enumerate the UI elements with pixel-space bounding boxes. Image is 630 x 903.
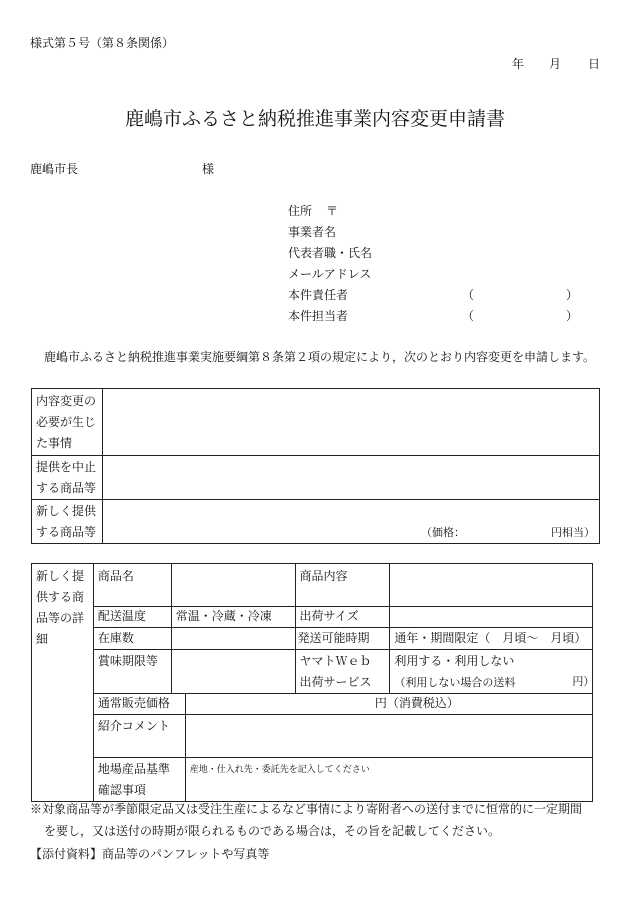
yamato-note-suffix: 円） <box>572 675 595 688</box>
reason-input-cell[interactable] <box>103 389 600 456</box>
business-name-label: 事業者名 <box>288 225 337 239</box>
expiry-input-cell[interactable] <box>171 650 295 694</box>
responsible-paren-close: ） <box>566 288 579 302</box>
yamato-label-cell: ヤマトＷｅｂ 出荷サービス <box>295 650 390 694</box>
form-number: 様式第５号（第８条関係） <box>30 36 175 50</box>
shipping-size-label-cell: 出荷サイズ <box>295 607 390 628</box>
date-month-label: 月 <box>549 57 562 71</box>
reason-label-cell: 内容変更の 必要が生じ た事情 <box>32 389 103 456</box>
detail-table <box>31 563 593 802</box>
date-day-label: 日 <box>588 57 601 71</box>
attachment-note: 【添付資料】商品等のパンフレットや写真等 <box>30 847 270 861</box>
product-name-input-cell[interactable] <box>171 564 295 607</box>
stock-label-cell: 在庫数 <box>93 628 171 650</box>
contact-paren-open: （ <box>462 309 475 323</box>
representative-label: 代表者職・氏名 <box>288 246 373 260</box>
product-name-label-cell: 商品名 <box>93 564 171 607</box>
new-item-label-cell: 新しく提供 する商品等 <box>32 500 103 544</box>
shipping-size-input-cell[interactable] <box>390 607 593 628</box>
detail-section-label-cell: 新しく提 供する商 品等の詳 細 <box>32 564 94 802</box>
address-label: 住所 <box>288 204 313 218</box>
intro-text: 鹿嶋市ふるさと納税推進事業実施要綱第８条第２項の規定により，次のとおり内容変更を申請します。 <box>44 350 596 364</box>
addressee-name: 鹿嶋市長 <box>30 162 79 176</box>
product-content-input-cell[interactable] <box>390 564 593 607</box>
footnote-line-2: を要し，又は送付の時期が限られるものである場合は，その旨を記載してください。 <box>44 824 501 838</box>
date-year-label: 年 <box>512 57 525 71</box>
discontinue-label-cell: 提供を中止 する商品等 <box>32 456 103 500</box>
addressee-honorific: 様 <box>202 162 215 176</box>
regular-price-value-cell[interactable]: 円（消費税込） <box>185 694 592 715</box>
delivery-temp-label-cell: 配送温度 <box>93 607 171 628</box>
email-label: メールアドレス <box>288 267 372 281</box>
new-item-input-cell[interactable] <box>103 500 600 544</box>
delivery-temp-value-cell[interactable]: 常温・冷蔵・冷凍 <box>171 607 295 628</box>
local-product-input-cell[interactable] <box>185 758 592 802</box>
responsible-person-label: 本件責任者 <box>288 288 349 302</box>
postal-mark: 〒 <box>326 204 339 218</box>
shippable-period-label-cell: 発送可能時期 <box>295 628 390 650</box>
regular-price-label-cell: 通常販売価格 <box>93 694 185 715</box>
stock-input-cell[interactable] <box>171 628 295 650</box>
local-product-hint: 産地・仕入れ先・委託先を記入してください <box>189 765 370 775</box>
discontinue-input-cell[interactable] <box>103 456 600 500</box>
document-title: 鹿嶋市ふるさと納税推進事業内容変更申請書 <box>124 108 505 130</box>
footnote-line-1: ※対象商品等が季節限定品又は受注生産によるなど事情により寄附者への送付までに恒常的に一定期間 <box>30 802 583 816</box>
yamato-value-cell[interactable]: 利用する・利用しない （利用しない場合の送料 円） <box>390 650 593 694</box>
change-table <box>31 388 600 544</box>
contact-person-label: 本件担当者 <box>288 309 349 323</box>
intro-comment-label-cell: 紹介コメント <box>93 715 185 758</box>
intro-comment-input-cell[interactable] <box>185 715 592 758</box>
price-label: （価格： <box>421 526 465 539</box>
shippable-period-value-cell[interactable]: 通年・期間限定（ 月頃～ 月頃） <box>390 628 593 650</box>
local-product-label-cell: 地場産品基準 確認事項 <box>93 758 185 802</box>
product-content-label-cell: 商品内容 <box>295 564 390 607</box>
expiry-label-cell: 賞味期限等 <box>93 650 171 694</box>
contact-paren-close: ） <box>566 309 579 323</box>
responsible-paren-open: （ <box>462 288 475 302</box>
price-suffix: 円相当） <box>551 526 595 539</box>
